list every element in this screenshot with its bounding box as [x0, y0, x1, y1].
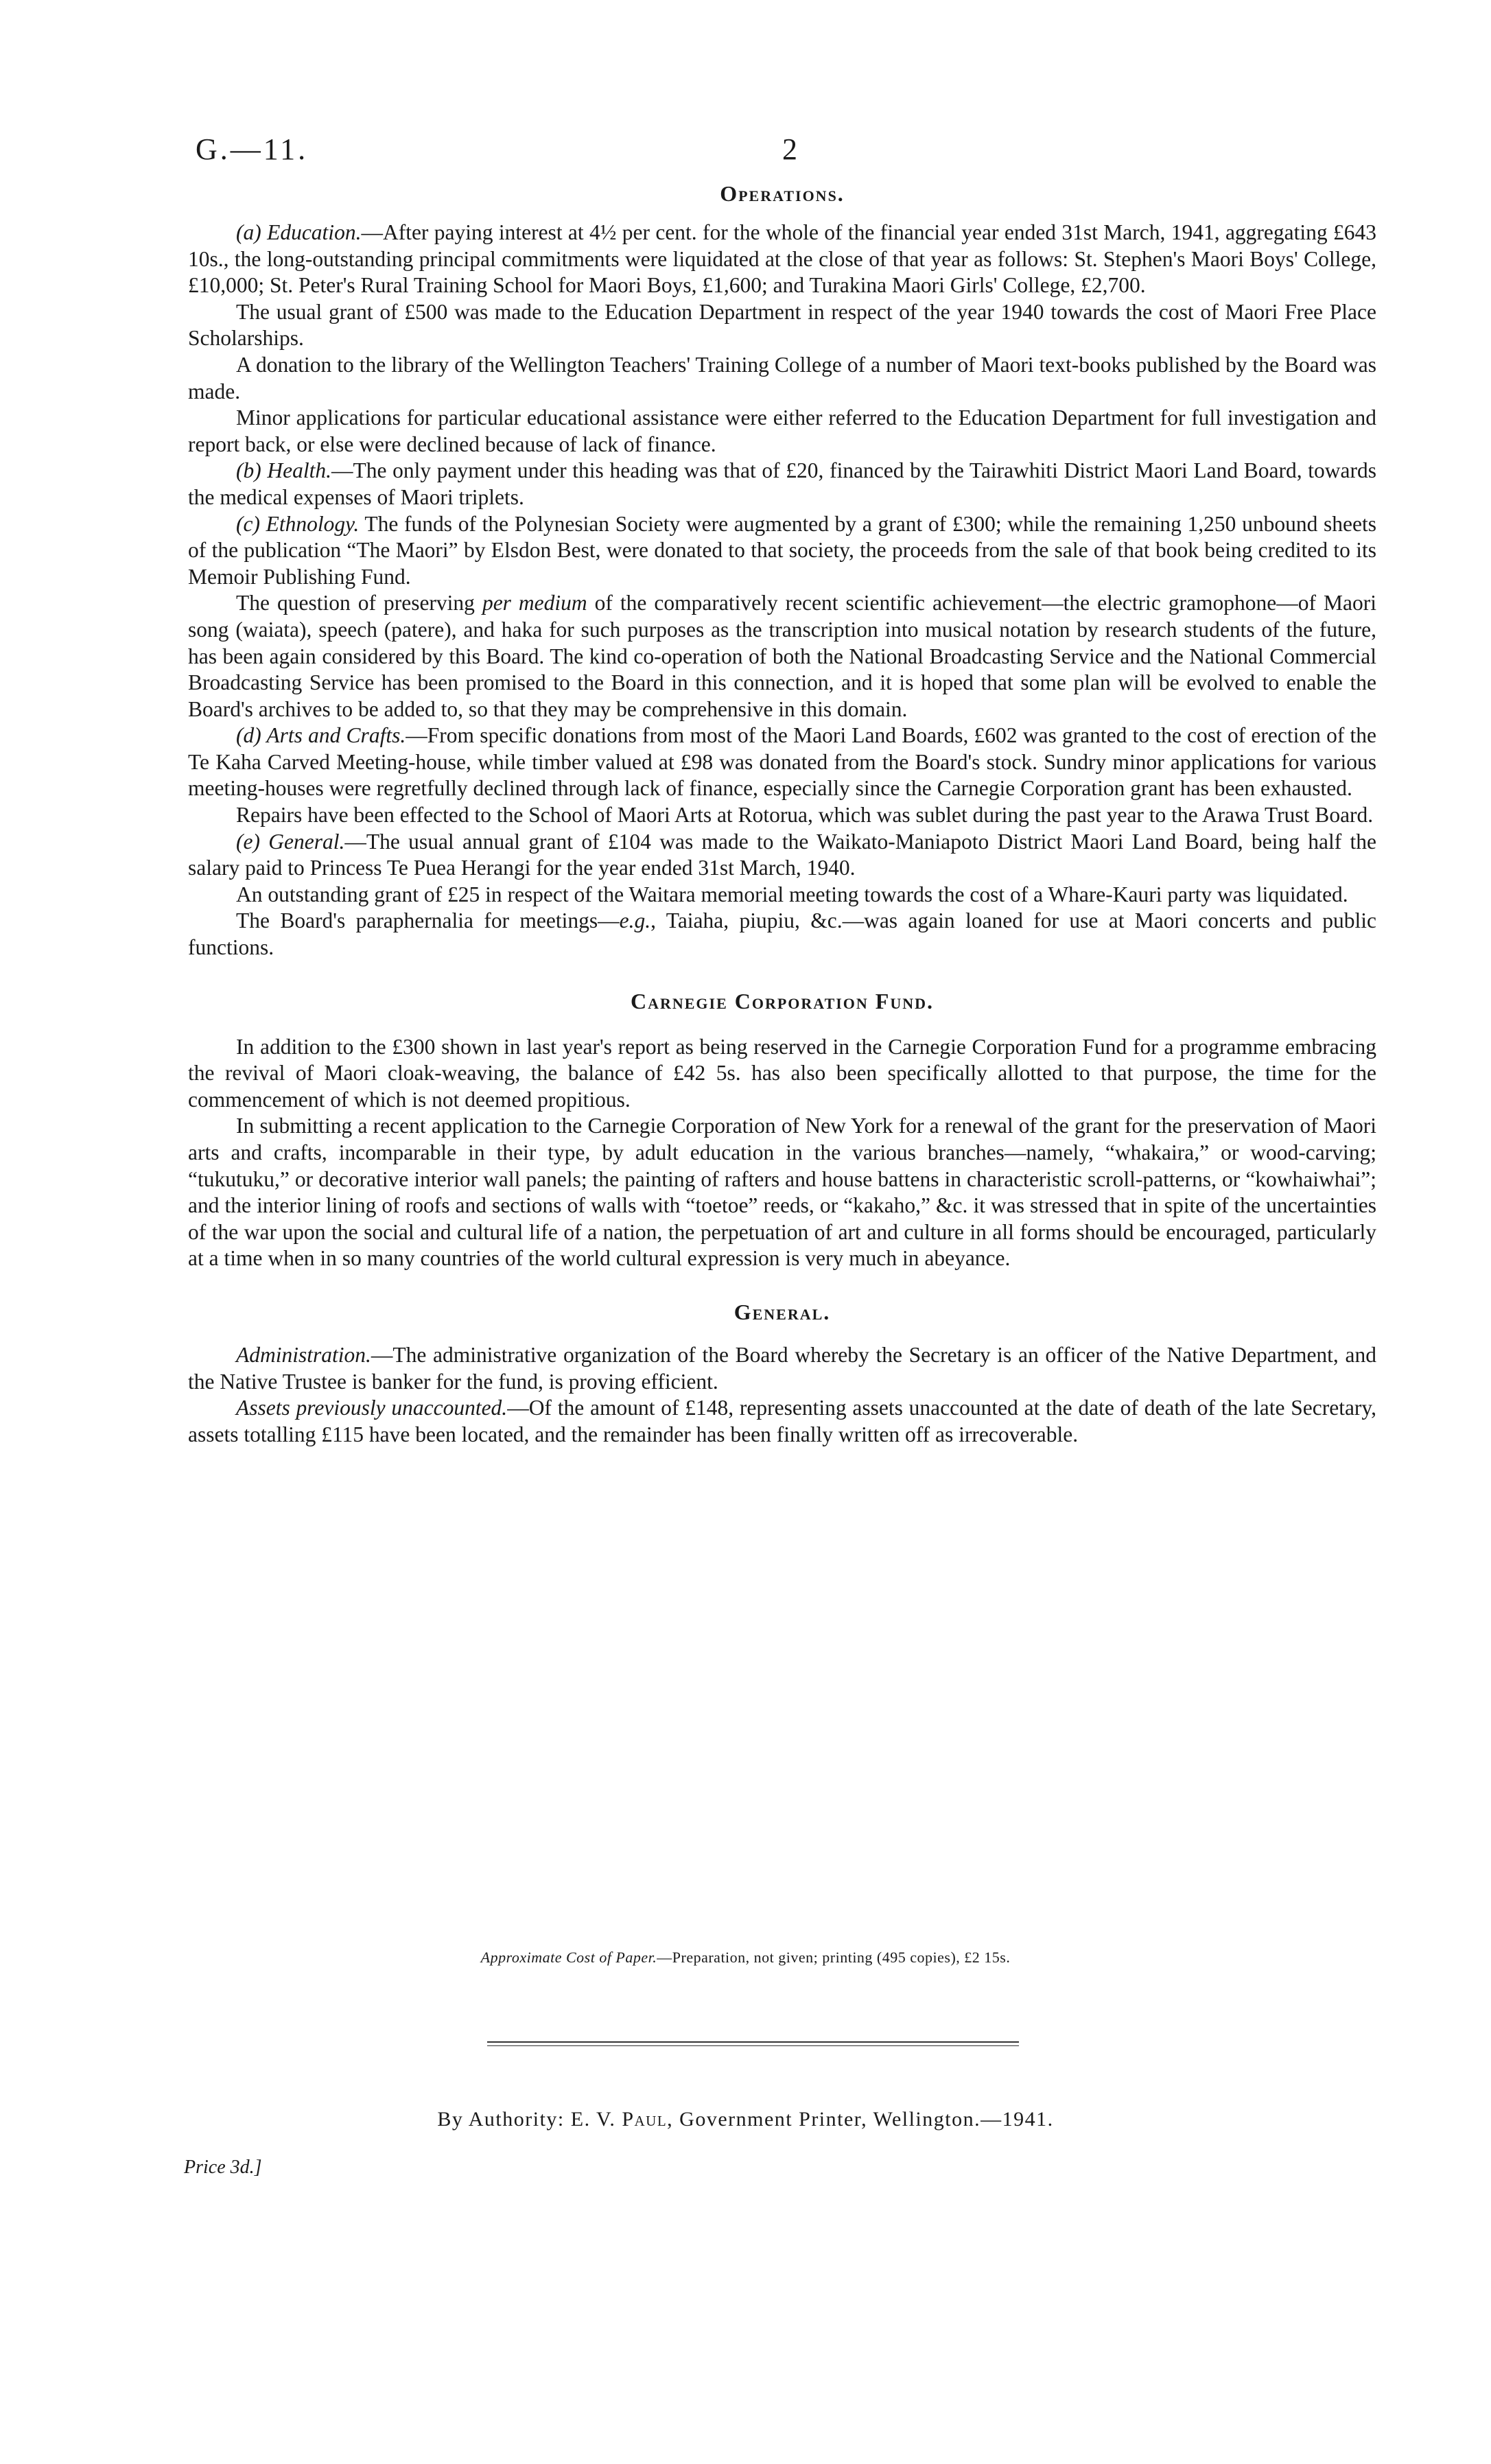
text-education-1: —After paying interest at 4½ per cent. for the whole of the financial year ended 31st March, 1941, aggregating £643 10s., the long-outstanding principal commitments were liquidated at the close of that year as follows: St. Stephen's Maori Boys' College, £10,000; St. Peter's Rural Training School for Maori Boys, £1,600; and Turakina Maori Girls' College, £2,700.	[188, 220, 1376, 298]
footer-divider	[487, 2041, 1019, 2043]
paragraph-education	[188, 220, 1376, 299]
paragraph-ethnology	[188, 511, 1376, 591]
section-heading-carnegie: Carnegie Corporation Fund.	[630, 988, 935, 1013]
imprint-before: By Authority: E. V.	[437, 2108, 622, 2131]
paragraph-education-grant: The usual grant of £500 was made to the Education Department in respect of the year 1940 towards the cost of Maori Free Place Scholarships.	[188, 299, 1376, 351]
imprint-after: , Government Printer, Wellington.—1941.	[667, 2108, 1054, 2131]
price-label: Price 3d.]	[184, 2157, 262, 2178]
footer-divider-thin	[487, 2045, 1019, 2046]
text-ethnology-1: The funds of the Polynesian Society were augmented by a grant of £300; while the remaining 1,250 unbound sheets of the publication “The Maori” by Elsdon Best, were donated to that society, the proceeds from the sale of that book being credited to its Memoir Publishing Fund.	[188, 511, 1376, 589]
lead-administration: Administration.	[236, 1342, 371, 1367]
printer-imprint	[0, 2108, 1491, 2131]
cost-of-paper-note	[0, 1949, 1491, 1967]
lead-general: (e) General.	[236, 829, 345, 854]
text-arts-1: —From specific donations from most of the Maori Land Boards, £602 was granted to the cost of erection of the Te Kaha Carved Meeting-house, while timber valued at £98 was donated from the Board's stock. Sundry minor applications for various meeting-houses were regretfully declined through lack of finance, especially since the Carnegie Corporation grant has been exhausted.	[188, 723, 1376, 801]
page-header	[196, 132, 1367, 173]
paragraph-health	[188, 458, 1376, 511]
text-ethnology-2a: The question of preserving	[236, 591, 482, 615]
text-assets: —Of the amount of £148, representing assets unaccounted at the date of death of the late Secretary, assets totalling £115 have been located, and the remainder has been finally written off as irrecoverable.	[188, 1396, 1376, 1446]
text-administration: —The administrative organization of the Board whereby the Secretary is an officer of the Native Department, and the Native Trustee is banker for the fund, is proving efficient.	[188, 1342, 1376, 1394]
text-general-3c: , Taiaha, piupiu, &c.—was again loaned for use at Maori concerts and public functions.	[188, 908, 1376, 960]
document-reference: G.—11.	[196, 132, 309, 166]
lead-assets: Assets previously unaccounted.	[236, 1396, 508, 1420]
paragraph-carnegie-2: In submitting a recent application to the Carnegie Corporation of New York for a renewal of the grant for the preservation of Maori arts and crafts, incomparable in their type, by adult education in the various branches—namely, “whakaira,” or wood-carving; “tukutuku,” or decorative interior wall panels; the painting of rafters and house battens in characteristic scroll-patterns, or “kowhaiwhai”; and the interior lining of roofs and sections of walls with “toetoe” reeds, or “kakaho,” &c. it was stressed that in spite of the uncertainties of the war upon the social and cultural life of a nation, the perpetuation of art and culture in all forms should be encouraged, particularly at a time when in so many countries of the world cultural expression is very much in abeyance.	[188, 1114, 1376, 1271]
paragraph-assets	[188, 1395, 1376, 1448]
paragraph-carnegie-1: In addition to the £300 shown in last year's report as being reserved in the Carnegie Corporation Fund for a programme embracing the revival of Maori cloak-weaving, the balance of £42 5s. has also been specifically allotted to that purpose, the time for the commencement of which is not deemed propitious.	[188, 1034, 1376, 1112]
text-ethnology-2b: per medium	[482, 591, 587, 615]
cost-note-text: —Preparation, not given; printing (495 copies), £2 15s.	[657, 1949, 1011, 1966]
lead-ethnology: (c) Ethnology.	[236, 511, 360, 536]
text-ethnology-2c: of the comparatively recent scientific achievement—the electric gramophone—of Maori song (waiata), speech (patere), and haka for such purposes as the transcription into musical notation by research students of the future, has been again considered by this Board. The kind co-operation of both the National Broadcasting Service and the National Commercial Broadcasting Service has been promised to the Board in this connection, and it is hoped that some plan will be evolved to enable the Board's archives to be added to, so that they may be comprehensive in this domain.	[188, 591, 1376, 721]
imprint-name: Paul	[622, 2108, 668, 2131]
lead-health: (b) Health.	[236, 458, 331, 483]
paragraph-general-paraphernalia	[188, 908, 1376, 961]
text-health-1: —The only payment under this heading was that of £20, financed by the Tairawhiti District Maori Land Board, towards the medical expenses of Maori triplets.	[188, 458, 1376, 509]
body-text	[188, 180, 1376, 1448]
text-general-1: —The usual annual grant of £104 was made to the Waikato-Maniapoto District Maori Land Board, being half the salary paid to Princess Te Puea Herangi for the year ended 31st March, 1940.	[188, 829, 1376, 880]
paragraph-administration	[188, 1342, 1376, 1395]
paragraph-ethnology-gramophone	[188, 590, 1376, 723]
paragraph-general-waitara: An outstanding grant of £25 in respect of the Waitara memorial meeting towards the cost of a Whare-Kauri party was liquidated.	[236, 882, 1348, 906]
paragraph-education-donation: A donation to the library of the Wellington Teachers' Training College of a number of Maori text-books published by the Board was made.	[188, 352, 1376, 403]
text-general-3a: The Board's paraphernalia for meetings—	[236, 908, 620, 933]
paragraph-general	[188, 829, 1376, 882]
paragraph-arts-repairs: Repairs have been effected to the School of Maori Arts at Rotorua, which was sublet during the past year to the Arawa Trust Board.	[236, 803, 1374, 828]
page-number: 2	[782, 132, 797, 166]
section-heading-general: General.	[733, 1299, 831, 1324]
text-general-3b: e.g.	[619, 908, 651, 933]
lead-education: (a) Education.	[236, 220, 362, 244]
paragraph-education-minor: Minor applications for particular educational assistance were either referred to the Education Department for full investigation and report back, or else were declined because of lack of finance.	[188, 406, 1376, 456]
cost-note-lead: Approximate Cost of Paper.	[480, 1949, 657, 1966]
section-heading-operations: Operations.	[720, 181, 845, 206]
lead-arts: (d) Arts and Crafts.	[236, 723, 406, 748]
paragraph-arts	[188, 723, 1376, 802]
